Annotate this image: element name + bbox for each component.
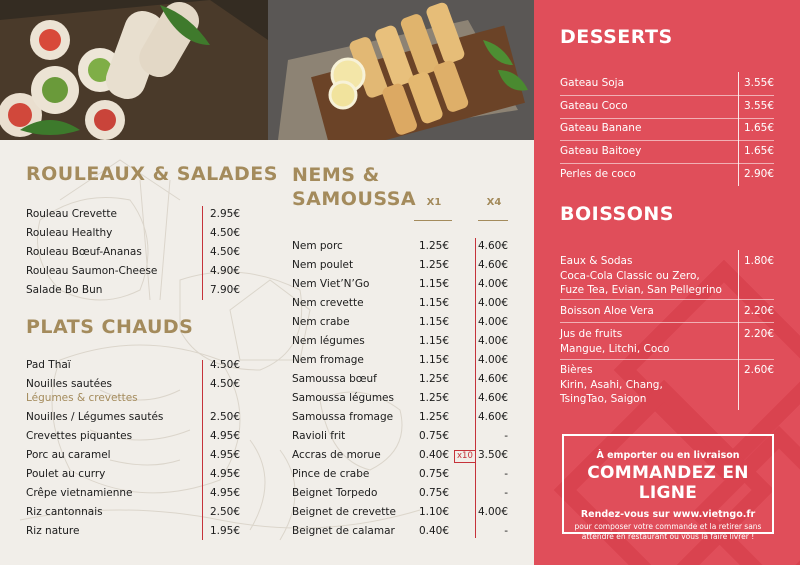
nems-title bbox=[292, 163, 416, 211]
spring-rolls-image bbox=[0, 0, 268, 140]
col-header-x4: X4 bbox=[486, 197, 502, 208]
spring-rolls-photo bbox=[0, 0, 268, 140]
order-website[interactable]: Rendez-vous sur www.vietngo.fr bbox=[580, 509, 756, 520]
nems-list bbox=[292, 237, 512, 541]
menu-item: Beignet de calamar 0.40€ - bbox=[292, 525, 508, 537]
menu-item: Nem poulet 1.25€ 4.60€ bbox=[292, 259, 508, 271]
menu-item: Riz nature 1.95€ bbox=[26, 525, 240, 537]
menu-item: Poulet au curry 4.95€ bbox=[26, 468, 240, 480]
menu-item-subtitle: Légumes & crevettes bbox=[26, 392, 138, 404]
order-subtitle: À emporter ou en livraison bbox=[596, 450, 740, 461]
rouleaux-title: ROULEAUX & SALADES bbox=[26, 163, 278, 185]
order-headline: COMMANDEZ EN LIGNE bbox=[587, 463, 749, 503]
menu-item: Nem fromage 1.15€ 4.00€ bbox=[292, 354, 508, 366]
x10-badge: x10 bbox=[454, 450, 476, 463]
col-header-x1: X1 bbox=[426, 197, 442, 208]
menu-item: Beignet Torpedo 0.75€ - bbox=[292, 487, 508, 499]
boissons-title: BOISSONS bbox=[560, 203, 674, 225]
order-online-box[interactable] bbox=[562, 434, 774, 541]
right-panel: DESSERTS Gateau Soja 3.55€ Gateau Coco 3.55€ Gateau Banane 1.65€ Gateau Baitoey 1.65€ Perles de coco 2.90€ BOISSONS Eaux & Sodas 1.80€ Coca-Cola Classic ou Zero, Fuze Tea, Evian, San Pellegrino Boisson Aloe Vera 2.20€ Jus de fruits 2.20€ Mangue, Litchi, Coco Bières 2.60€ Kirin, Asahi, Chang, TsingTao, Saigon À emporter ou en livraison COMMANDEZ EN LIGNE Rendez-vous sur www.vietngo.fr pour composer votre commande et la retirer sans attendre en restaurant ou vous la faire livrer ! bbox=[534, 0, 800, 565]
menu-item: Porc au caramel 4.95€ bbox=[26, 449, 240, 461]
nems-title-line2: SAMOUSSA bbox=[292, 188, 417, 210]
nems-photo bbox=[268, 0, 534, 140]
separator bbox=[560, 163, 774, 164]
menu-item: Ravioli frit 0.75€ - bbox=[292, 430, 508, 442]
drink-description: Mangue, Litchi, Coco bbox=[560, 343, 670, 355]
menu-item: Samoussa fromage 1.25€ 4.60€ bbox=[292, 411, 508, 423]
plats-list bbox=[26, 356, 244, 541]
separator bbox=[560, 322, 774, 323]
menu-item: Nem crevette 1.15€ 4.00€ bbox=[292, 297, 508, 309]
nems-title-line1: NEMS & bbox=[292, 164, 380, 186]
menu-item: Rouleau Crevette 2.95€ bbox=[26, 208, 240, 220]
separator bbox=[560, 140, 774, 141]
desserts-divider bbox=[738, 72, 739, 186]
separator bbox=[560, 359, 774, 360]
col-rule-x1 bbox=[414, 220, 452, 221]
plats-title: PLATS CHAUDS bbox=[26, 316, 194, 338]
menu-item: Nem porc 1.25€ 4.60€ bbox=[292, 240, 508, 252]
menu-item: Rouleau Bœuf-Ananas 4.50€ bbox=[26, 246, 240, 258]
menu-item: Pad Thaï 4.50€ bbox=[26, 359, 240, 371]
menu-item: Crêpe vietnamienne 4.95€ bbox=[26, 487, 240, 499]
drink-description: Coca-Cola Classic ou Zero, Fuze Tea, Evian, San Pellegrino bbox=[560, 270, 722, 296]
menu-item: Samoussa bœuf 1.25€ 4.60€ bbox=[292, 373, 508, 385]
menu-item: Nem crabe 1.15€ 4.00€ bbox=[292, 316, 508, 328]
separator bbox=[560, 95, 774, 96]
menu-item: Nem légumes 1.15€ 4.00€ bbox=[292, 335, 508, 347]
nems-image bbox=[268, 0, 534, 140]
separator bbox=[560, 118, 774, 119]
menu-item: Nem Viet’N’Go 1.15€ 4.00€ bbox=[292, 278, 508, 290]
menu-item: Nouilles / Légumes sautés 2.50€ bbox=[26, 411, 240, 423]
col-rule-x4 bbox=[478, 220, 508, 221]
menu-item: Beignet de crevette 1.10€ 4.00€ bbox=[292, 506, 508, 518]
separator bbox=[560, 299, 774, 300]
menu-item: Nouilles sautées 4.50€ Légumes & crevettes bbox=[26, 375, 244, 408]
menu-item: Accras de morue 0.40€ x10 3.50€ bbox=[292, 449, 508, 461]
menu-item: Pince de crabe 0.75€ - bbox=[292, 468, 508, 480]
order-description: pour composer votre commande et la retirer sans attendre en restaurant ou vous la faire livrer ! bbox=[574, 522, 762, 541]
menu-item: Riz cantonnais 2.50€ bbox=[26, 506, 240, 518]
menu-item: Rouleau Healthy 4.50€ bbox=[26, 227, 240, 239]
menu-item: Crevettes piquantes 4.95€ bbox=[26, 430, 240, 442]
drink-description: Kirin, Asahi, Chang, TsingTao, Saigon bbox=[560, 379, 663, 405]
menu-item: Salade Bo Bun 7.90€ bbox=[26, 284, 240, 296]
menu-item: Rouleau Saumon-Cheese 4.90€ bbox=[26, 265, 240, 277]
rouleaux-list bbox=[26, 205, 244, 300]
menu-item: Samoussa légumes 1.25€ 4.60€ bbox=[292, 392, 508, 404]
desserts-title: DESSERTS bbox=[560, 26, 673, 48]
